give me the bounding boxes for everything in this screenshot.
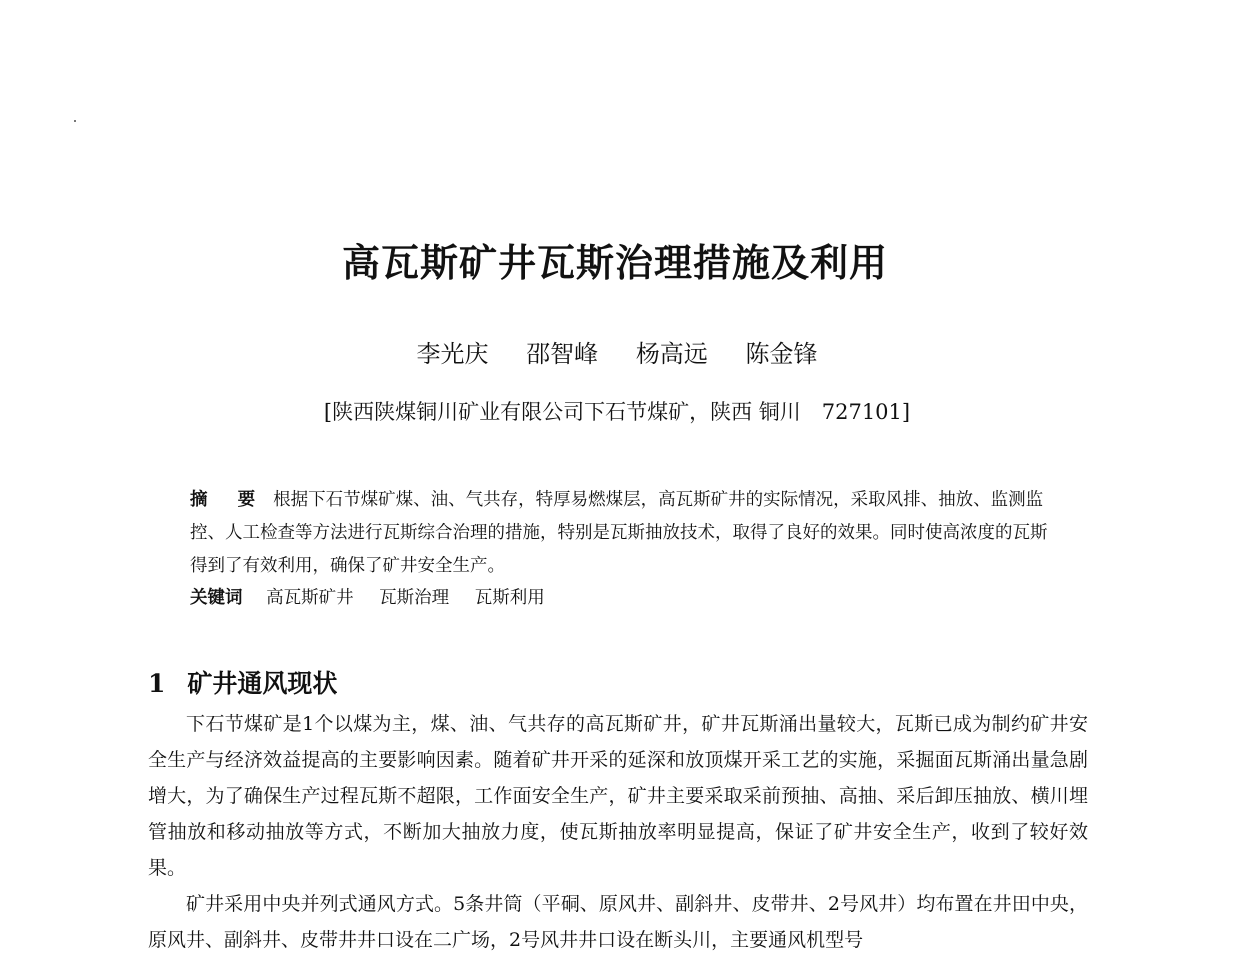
paper-title: 高瓦斯矿井瓦斯治理措施及利用 xyxy=(341,240,888,285)
affiliation: [陕西陕煤铜川矿业有限公司下石节煤矿，陕西 铜川 727101] xyxy=(323,400,911,424)
author-name: 杨高远 xyxy=(635,340,708,368)
abstract xyxy=(190,484,1060,583)
author-name: 邵智峰 xyxy=(526,340,599,368)
keyword: 瓦斯利用 xyxy=(474,588,545,608)
keywords xyxy=(190,582,1060,615)
keyword: 高瓦斯矿井 xyxy=(266,588,354,608)
section-heading xyxy=(148,664,337,700)
section-title: 矿井通风现状 xyxy=(187,669,338,698)
abstract-text: 根据下石节煤矿煤、油、气共存，特厚易燃煤层，高瓦斯矿井的实际情况，采取风排、抽放、监测监控、人工检查等方法进行瓦斯综合治理的措施，特别是瓦斯抽放技术，取得了良好的效果。同时使高浓度的瓦斯得到了有效利用，确保了矿井安全生产。 xyxy=(190,490,1048,576)
section-number: 1 xyxy=(148,669,166,698)
author-name: 李光庆 xyxy=(416,340,489,368)
keywords-label: 关键词 xyxy=(190,588,243,608)
scan-speck xyxy=(74,120,76,122)
paragraph: 矿井采用中央并列式通风方式。5条井筒（平硐、原风井、副斜井、皮带井、2号风井）均布置在井田中央，原风井、副斜井、皮带井井口设在二广场，2号风井井口设在断头川，主要通风机型号 xyxy=(148,893,1088,951)
author-name: 陈金锋 xyxy=(745,340,818,368)
author-list xyxy=(0,334,1234,369)
body-text xyxy=(148,706,1088,958)
paragraph: 下石节煤矿是1个以煤为主，煤、油、气共存的高瓦斯矿井，矿井瓦斯涌出量较大，瓦斯已成为制约矿井安全生产与经济效益提高的主要影响因素。随着矿井开采的延深和放顶煤开采工艺的实施，采掘面瓦斯涌出量急剧增大，为了确保生产过程瓦斯不超限，工作面安全生产，矿井主要采取采前预抽、高抽、采后卸压抽放、横川埋管抽放和移动抽放等方式，不断加大抽放力度，使瓦斯抽放率明显提高，保证了矿井安全生产，收到了较好效果。 xyxy=(148,713,1088,879)
keyword: 瓦斯治理 xyxy=(379,588,450,608)
abstract-label: 摘 要 xyxy=(190,490,268,510)
